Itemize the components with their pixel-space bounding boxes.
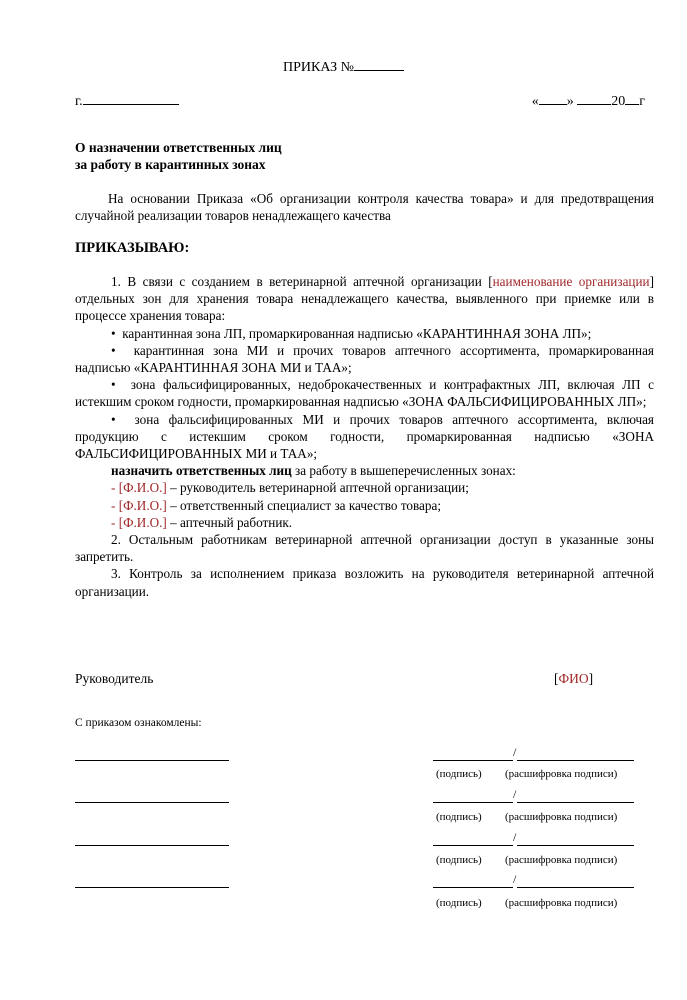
bullet-icon: • [111,342,134,358]
slash: / [513,830,517,844]
employee-name-line [75,802,229,803]
caption-decode: (расшифровка подписи) [505,854,618,866]
caption-sign: (подпись) [436,768,482,780]
org-name-placeholder: наименование организации [492,274,650,289]
month-blank [577,92,611,105]
slash: / [513,872,517,886]
signature-line [433,802,513,803]
employee-name-line [75,760,229,761]
bullet-item: • зона фальсифицированных, недоброкачественных и контрафактных ЛП, включая ЛП с истекшим сроком годности, промаркированная надписью «ЗОНА ФАЛЬСИФИЦИРОВАННЫХ ЛП»; [75,377,654,410]
employee-name-line [75,845,229,846]
caption-sign: (подпись) [436,854,482,866]
caption-decode: (расшифровка подписи) [505,768,618,780]
bullet-item: • зона фальсифицированных МИ и прочих товаров аптечного ассортимента, включая продукцию с истекшим сроком годности, промаркированная надписью «ЗОНА ФАЛЬСИФИЦИРОВАННЫХ МИ и ТАА»; [75,411,654,462]
employee-name-line [75,887,229,888]
caption-decode: (расшифровка подписи) [505,811,618,823]
item-2: 2. Остальным работникам ветеринарной аптечной организации доступ в указанные зоны запретить. [75,532,654,565]
date-field: « » 20 г [531,94,645,109]
item-1: 1. В связи с созданием в ветеринарной аптечной организации [наименование организации] отдельных зон для хранения товара ненадлежащего качества, выявленного при приемке или в процессе хранения товара: [75,274,654,324]
signature-line [433,760,513,761]
preamble: На основании Приказа «Об организации контроля качества товара» и для предотвращения случайной реализации товаров ненадлежащего качества [75,191,654,224]
decode-line [517,845,634,846]
appoint-line: назначить ответственных лиц за работу в вышеперечисленных зонах: [111,463,516,479]
bullet-icon: • [111,411,135,427]
person-line: - [Ф.И.О.] – ответственный специалист за качество товара; [111,497,442,513]
person-line: - [Ф.И.О.] – руководитель ветеринарной аптечной организации; [111,480,469,496]
caption-sign: (подпись) [436,897,482,909]
bullet-icon: • [111,377,131,393]
bullet-item: • карантинная зона ЛП, промаркированная надписью «КАРАНТИННАЯ ЗОНА ЛП»; [111,325,592,341]
slash: / [513,745,517,759]
year-blank [625,92,639,105]
order-subject: О назначении ответственных лиц за работу в карантинных зонах [75,140,282,172]
caption-sign: (подпись) [436,811,482,823]
signature-line [433,845,513,846]
decode-line [517,760,634,761]
signature-fio: [ФИО] [554,671,594,686]
signature-line [433,887,513,888]
fio-placeholder: - [Ф.И.О.] [111,514,167,530]
person-line: - [Ф.И.О.] – аптечный работник. [111,514,293,530]
decode-line [517,887,634,888]
order-word: ПРИКАЗЫВАЮ: [75,240,190,256]
order-title: ПРИКАЗ № [0,58,687,76]
item-3: 3. Контроль за исполнением приказа возложить на руководителя ветеринарной аптечной организации. [75,566,654,599]
slash: / [513,787,517,801]
order-body [75,273,654,600]
city-field: г. [75,92,179,110]
day-blank [539,92,567,105]
signature-label: Руководитель [75,671,154,686]
decode-line [517,802,634,803]
bullet-item: • карантинная зона МИ и прочих товаров аптечного ассортимента, промаркированная надписью «КАРАНТИННАЯ ЗОНА МИ и ТАА»; [75,342,654,376]
order-number-blank [354,58,404,71]
city-blank [83,92,179,105]
acquainted-label: С приказом ознакомлены: [75,717,202,729]
fio-placeholder: - [Ф.И.О.] [111,497,167,513]
caption-decode: (расшифровка подписи) [505,897,618,909]
fio-placeholder: - [Ф.И.О.] [111,480,167,496]
bullet-icon: • [111,325,123,341]
